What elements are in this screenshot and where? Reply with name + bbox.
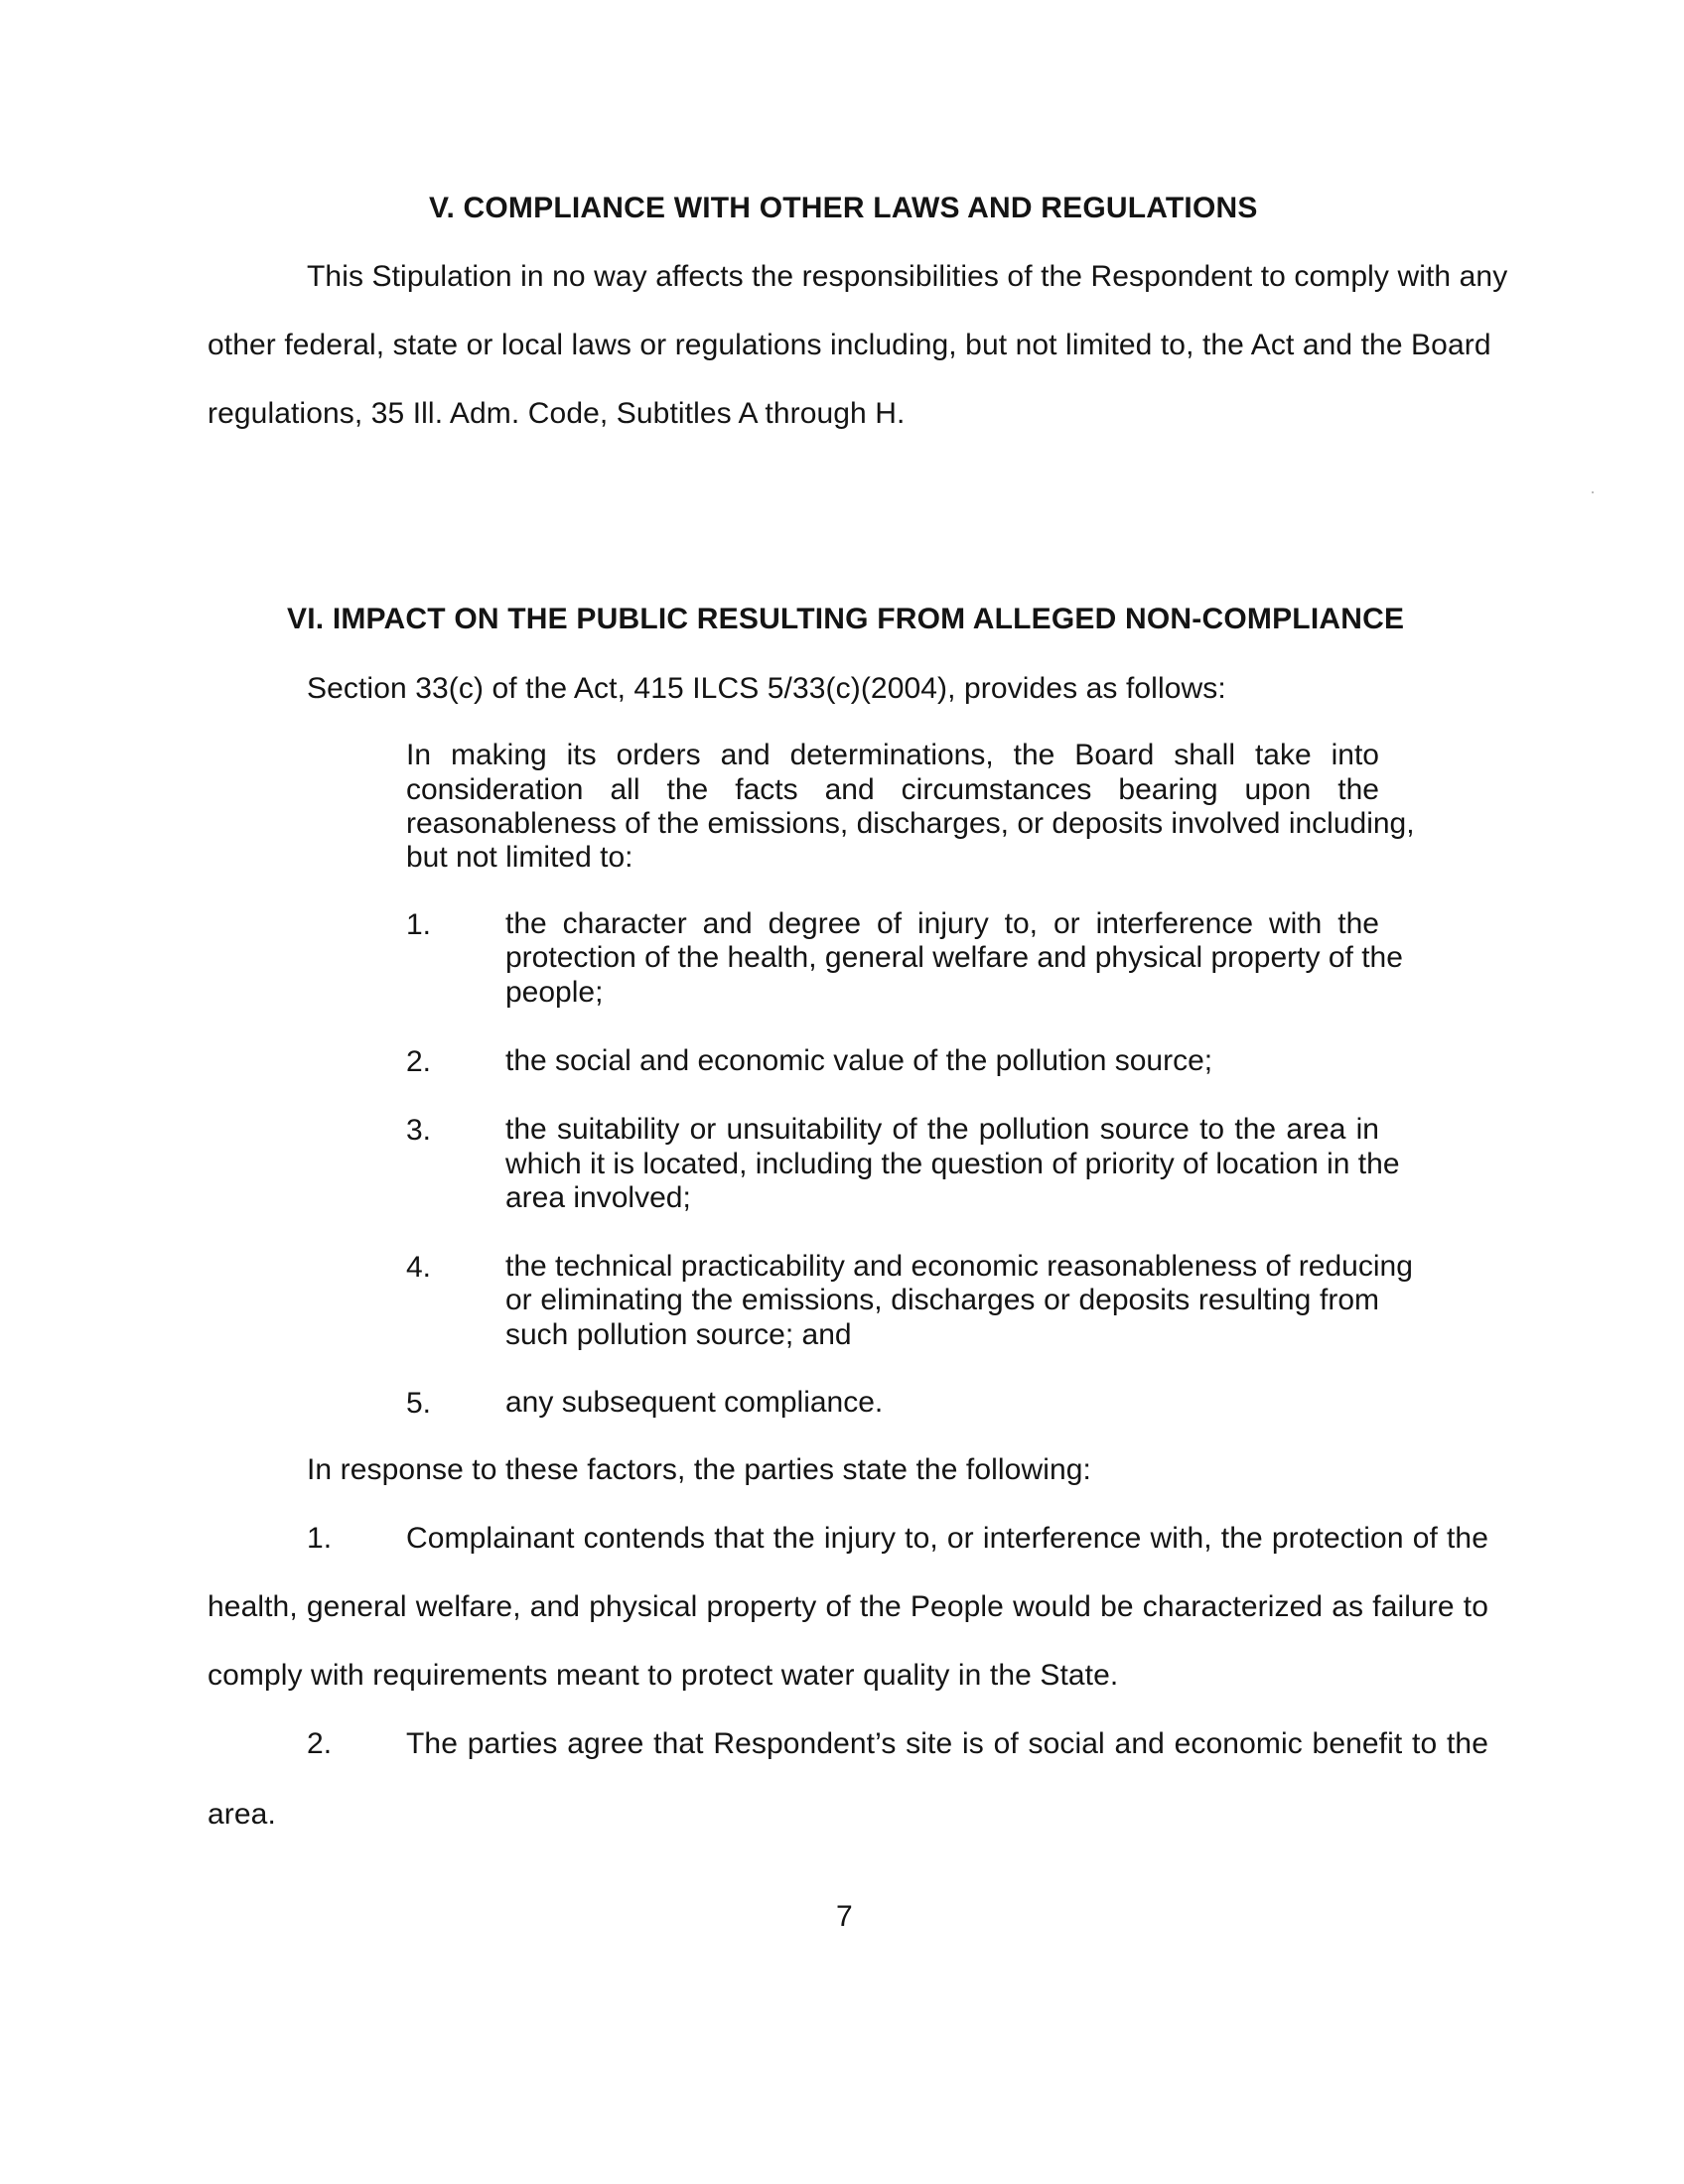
factor-3-line-3: area involved;	[505, 1181, 691, 1214]
response-1-line-3: comply with requirements meant to protect water quality in the State.	[208, 1659, 1119, 1692]
section-vi-intro: Section 33(c) of the Act, 415 ILCS 5/33(c)(2004), provides as follows:	[307, 672, 1226, 705]
response-1-first-line: Complainant contends that the injury to, or interference with, the protection of the	[406, 1522, 1488, 1555]
factor-number: 5.	[406, 1387, 432, 1420]
section-v-line-1: This Stipulation in no way affects the responsibilities of the Respondent to comply with any	[307, 260, 1508, 293]
section-v-line-2: other federal, state or local laws or regulations including, but not limited to, the Act and the Board	[208, 329, 1491, 361]
scan-speck	[1592, 491, 1594, 493]
quote-line-3: reasonableness of the emissions, discharges, or deposits involved including,	[406, 807, 1415, 840]
factor-4-line-3: such pollution source; and	[505, 1318, 852, 1351]
factor-3-line-1: the suitability or unsuitability of the pollution source to the area in	[505, 1113, 1379, 1146]
factor-number: 3.	[406, 1114, 432, 1147]
quote-line-1: In making its orders and determinations, the Board shall take into	[406, 739, 1379, 771]
factor-1-line-1: the character and degree of injury to, or interference with the	[505, 907, 1379, 940]
factor-2-line-1: the social and economic value of the pollution source;	[505, 1044, 1213, 1077]
response-2-line-2: area.	[208, 1798, 276, 1831]
response-2-first-line: The parties agree that Respondent’s site is of social and economic benefit to the	[406, 1727, 1488, 1760]
quote-line-2: consideration all the facts and circumstances bearing upon the	[406, 773, 1379, 806]
factor-number: 4.	[406, 1251, 432, 1284]
factor-4-line-1: the technical practicability and economic reasonableness of reducing	[505, 1250, 1413, 1283]
response-intro: In response to these factors, the parties state the following:	[307, 1453, 1091, 1486]
response-number: 1.	[307, 1522, 333, 1555]
response-1-line-2: health, general welfare, and physical property of the People would be characterized as failure to	[208, 1590, 1488, 1623]
section-v-line-3: regulations, 35 Ill. Adm. Code, Subtitles A through H.	[208, 397, 906, 430]
section-vi-heading: VI. IMPACT ON THE PUBLIC RESULTING FROM ALLEGED NON-COMPLIANCE	[287, 603, 1405, 635]
page-number: 7	[836, 1900, 853, 1933]
factor-5-line-1: any subsequent compliance.	[505, 1386, 884, 1419]
factor-3-line-2: which it is located, including the question of priority of location in the	[505, 1148, 1400, 1180]
factor-4-line-2: or eliminating the emissions, discharges or deposits resulting from	[505, 1284, 1379, 1316]
factor-1-line-3: people;	[505, 976, 604, 1009]
quote-line-4: but not limited to:	[406, 841, 633, 874]
response-number: 2.	[307, 1727, 333, 1760]
factor-1-line-2: protection of the health, general welfare and physical property of the	[505, 941, 1403, 974]
section-v-heading: V. COMPLIANCE WITH OTHER LAWS AND REGULATIONS	[429, 192, 1258, 224]
factor-number: 1.	[406, 908, 432, 941]
factor-number: 2.	[406, 1045, 432, 1078]
